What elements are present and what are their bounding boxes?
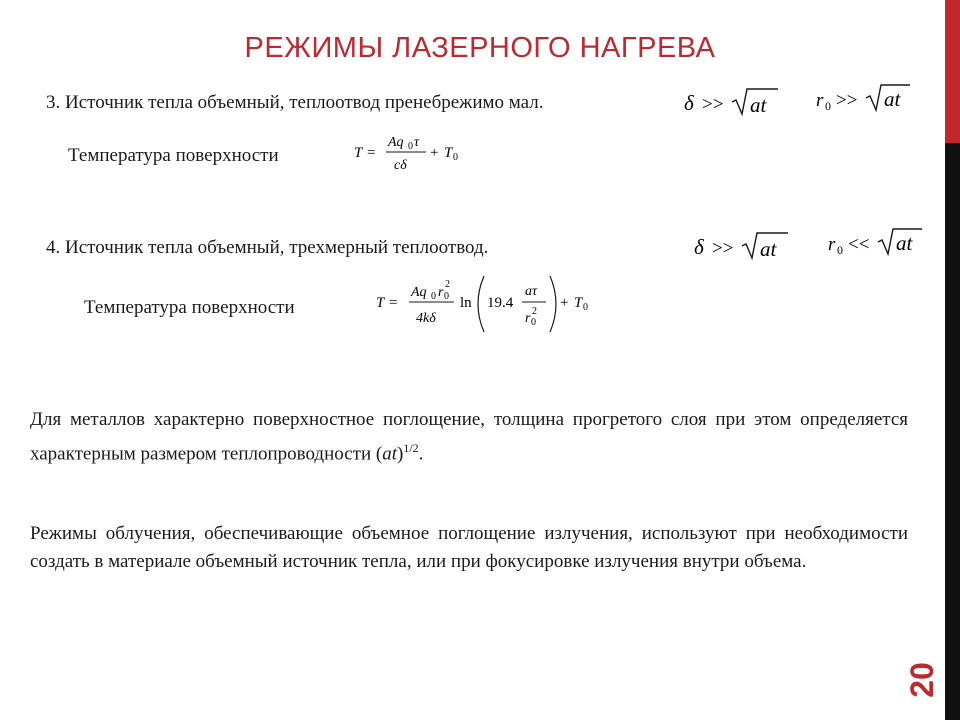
- case3-condition-r0: [814, 80, 914, 116]
- svg-text:<<: <<: [848, 234, 870, 255]
- svg-text:+: +: [430, 145, 439, 161]
- svg-text:T: T: [444, 145, 453, 161]
- cond-rel: >>: [836, 90, 858, 111]
- case4-temp-label: Температура поверхности: [84, 297, 295, 318]
- svg-text:=: =: [389, 295, 398, 311]
- svg-text:Aq: Aq: [411, 285, 427, 300]
- svg-text:cδ: cδ: [394, 158, 407, 173]
- svg-text:Aq: Aq: [388, 135, 404, 150]
- svg-text:+: +: [560, 295, 569, 311]
- cond-rad: at: [750, 93, 767, 117]
- svg-text:2: 2: [532, 306, 537, 317]
- page-number: 20: [904, 662, 940, 698]
- svg-text:0: 0: [431, 291, 436, 302]
- svg-text:0: 0: [453, 152, 458, 163]
- svg-text:r: r: [438, 285, 444, 300]
- cond-lhs: r: [816, 90, 824, 111]
- svg-text:τ: τ: [414, 135, 420, 150]
- case4-text: 4. Источник тепла объемный, трехмерный теплоотвод.: [46, 237, 489, 258]
- cond-sub: 0: [825, 99, 831, 113]
- cond-rel: >>: [702, 94, 724, 115]
- svg-text:at: at: [760, 237, 777, 261]
- case3-condition-delta: [680, 84, 780, 120]
- case4-condition-r0: [826, 226, 926, 262]
- case3-text: 3. Источник тепла объемный, теплоотвод пренебрежимо мал.: [46, 92, 544, 113]
- svg-text:0: 0: [408, 141, 413, 152]
- svg-text:δ: δ: [694, 235, 704, 259]
- svg-text:>>: >>: [712, 238, 734, 259]
- case4-formula: [372, 274, 602, 336]
- svg-text:r: r: [828, 234, 836, 255]
- case3-formula: [350, 128, 480, 180]
- svg-text:0: 0: [583, 302, 588, 313]
- svg-text:0: 0: [444, 291, 449, 302]
- case4-condition-delta: [690, 228, 790, 264]
- svg-text:0: 0: [531, 317, 536, 328]
- svg-text:2: 2: [445, 279, 450, 290]
- left-paren: [478, 276, 484, 332]
- svg-text:19.4: 19.4: [487, 295, 514, 311]
- svg-text:T: T: [376, 295, 385, 311]
- cond-rad: at: [884, 87, 901, 111]
- svg-text:T: T: [354, 145, 363, 161]
- svg-text:ln: ln: [460, 295, 472, 311]
- side-bar: [945, 143, 960, 720]
- svg-text:r: r: [525, 311, 531, 326]
- svg-text:aτ: aτ: [525, 284, 538, 299]
- right-paren: [550, 276, 556, 332]
- svg-text:4kδ: 4kδ: [416, 311, 436, 326]
- svg-text:T: T: [574, 295, 583, 311]
- svg-text:=: =: [367, 145, 376, 161]
- paragraph-metals: Для металлов характерно поверхностное поглощение, толщина прогретого слоя при этом определяется характерным размером теплопроводности (at)$^{1/2}$.: [30, 409, 908, 465]
- svg-text:0: 0: [837, 243, 843, 257]
- svg-text:at: at: [896, 231, 913, 255]
- case3-temp-label: Температура поверхности: [68, 145, 279, 166]
- paragraph-regimes: Режимы облучения, обеспечивающие объемное поглощение излучения, используют при необходимости создать в материале объемный источник тепла, или при фокусировке излучения внутри объема.: [30, 523, 908, 572]
- slide-title: РЕЖИМЫ ЛАЗЕРНОГО НАГРЕВА: [244, 32, 716, 64]
- cond-lhs: δ: [684, 91, 694, 115]
- accent-bar: [945, 0, 960, 143]
